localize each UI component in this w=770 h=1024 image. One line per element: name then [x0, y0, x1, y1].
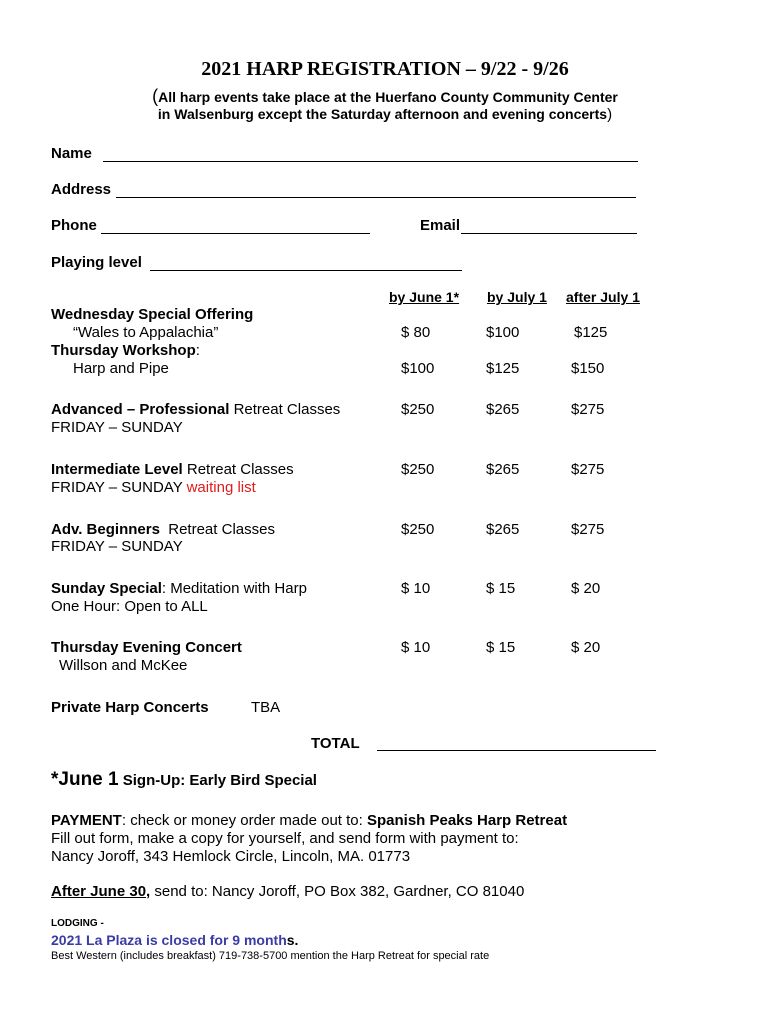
early-bird-date: *June 1	[51, 769, 119, 790]
event-title-rest: :	[195, 342, 200, 359]
phone-label: Phone	[51, 217, 97, 234]
price-cell: $250	[401, 521, 435, 538]
event-subtitle: One Hour: Open to ALL	[51, 598, 208, 615]
event-title-rest: : Meditation with Harp	[161, 580, 307, 597]
price-cell: $100	[401, 360, 435, 377]
email-field[interactable]	[461, 233, 637, 234]
lodging-best-western: Best Western (includes breakfast) 719-738-5700 mention the Harp Retreat for special rate	[51, 950, 490, 962]
event-subtitle: Harp and Pipe	[73, 360, 169, 377]
event-subtitle: FRIDAY – SUNDAY	[51, 419, 183, 436]
event-title	[51, 306, 253, 323]
event-title-bold: Sunday Special	[51, 580, 162, 597]
lodging-notice-main: 2021 La Plaza is closed for 9 month	[51, 932, 287, 948]
event-subtitle-text: FRIDAY – SUNDAY	[51, 479, 187, 496]
price-cell: $ 15	[486, 639, 516, 656]
waiting-list-note: waiting list	[186, 479, 256, 496]
event-title-rest: Retreat Classes	[182, 461, 294, 478]
phone-field[interactable]	[101, 233, 370, 234]
private-concerts-label: Private Harp Concerts	[51, 699, 209, 716]
subtitle-line-1	[0, 86, 770, 107]
event-title-bold: Wednesday Special Offering	[51, 306, 254, 323]
after-june-label: After June 30,	[51, 883, 151, 900]
price-cell: $265	[486, 401, 520, 418]
price-cell: $250	[401, 461, 435, 478]
playing-level-label: Playing level	[51, 254, 142, 271]
event-title-rest: Retreat Classes	[229, 401, 341, 418]
name-label: Name	[51, 145, 92, 162]
payment-line-1	[51, 812, 567, 829]
price-cell: $ 15	[486, 580, 516, 597]
event-title-bold: Intermediate Level	[51, 461, 183, 478]
address-field[interactable]	[116, 197, 636, 198]
price-cell: $250	[401, 401, 435, 418]
payment-address: Nancy Joroff, 343 Hemlock Circle, Lincoln, MA. 01773	[51, 848, 411, 865]
lodging-notice	[51, 932, 298, 948]
total-label: TOTAL	[311, 735, 360, 752]
event-title-bold: Thursday Workshop	[51, 342, 196, 359]
event-title-bold: Thursday Evening Concert	[51, 639, 242, 656]
payment-label: PAYMENT	[51, 812, 122, 829]
total-field[interactable]	[377, 750, 656, 751]
price-cell: $ 10	[401, 580, 431, 597]
price-cell: $ 80	[401, 324, 431, 341]
price-cell: $125	[486, 360, 520, 377]
event-title	[51, 580, 307, 597]
event-title	[51, 521, 275, 538]
event-subtitle: Willson and McKee	[59, 657, 188, 674]
event-title	[51, 342, 200, 359]
lodging-label: LODGING -	[51, 918, 104, 929]
event-subtitle: FRIDAY – SUNDAY	[51, 538, 183, 555]
price-cell: $125	[574, 324, 608, 341]
subtitle-text-2: in Walsenburg except the Saturday afternoon and evening concerts	[157, 106, 608, 122]
early-bird-text: Sign-Up: Early Bird Special	[118, 772, 317, 789]
address-label: Address	[51, 181, 112, 198]
payment-text: : check or money order made out to:	[121, 812, 367, 829]
event-title	[51, 639, 242, 656]
page-title: 2021 HARP REGISTRATION – 9/22 - 9/26	[201, 58, 569, 80]
price-cell: $ 10	[401, 639, 431, 656]
early-bird-note	[51, 769, 317, 791]
paren-close: )	[607, 106, 613, 123]
price-cell: $265	[486, 521, 520, 538]
price-cell: $275	[571, 461, 605, 478]
subtitle-text-1: All harp events take place at the Huerfano County Community Center	[158, 89, 618, 105]
name-field[interactable]	[103, 161, 638, 162]
after-june-text: send to: Nancy Joroff, PO Box 382, Gardner, CO 81040	[150, 883, 525, 900]
subtitle-line-2	[0, 106, 770, 123]
price-cell: $265	[486, 461, 520, 478]
event-subtitle	[51, 479, 256, 496]
email-label: Email	[420, 217, 461, 234]
price-cell: $ 20	[571, 639, 601, 656]
price-header-after-july1: after July 1	[566, 289, 640, 305]
price-cell: $ 20	[571, 580, 601, 597]
private-concerts-value: TBA	[251, 699, 281, 716]
event-subtitle: “Wales to Appalachia”	[73, 324, 219, 341]
after-june-line	[51, 883, 524, 900]
price-cell: $150	[571, 360, 605, 377]
price-cell: $275	[571, 401, 605, 418]
event-title-bold: Advanced – Professional	[51, 401, 230, 418]
price-header-june1: by June 1*	[389, 289, 460, 305]
price-cell: $100	[486, 324, 520, 341]
playing-level-field[interactable]	[150, 270, 462, 271]
paren-open: (	[152, 86, 159, 106]
price-header-july1: by July 1	[487, 289, 547, 305]
event-title-bold: Adv. Beginners	[51, 521, 160, 538]
event-title	[51, 461, 294, 478]
payment-line-2: Fill out form, make a copy for yourself, and send form with payment to:	[51, 830, 519, 847]
lodging-notice-tail: s.	[286, 932, 299, 948]
event-title-rest: Retreat Classes	[159, 521, 275, 538]
payment-payee: Spanish Peaks Harp Retreat	[366, 812, 568, 829]
event-title	[51, 401, 340, 418]
price-cell: $275	[571, 521, 605, 538]
